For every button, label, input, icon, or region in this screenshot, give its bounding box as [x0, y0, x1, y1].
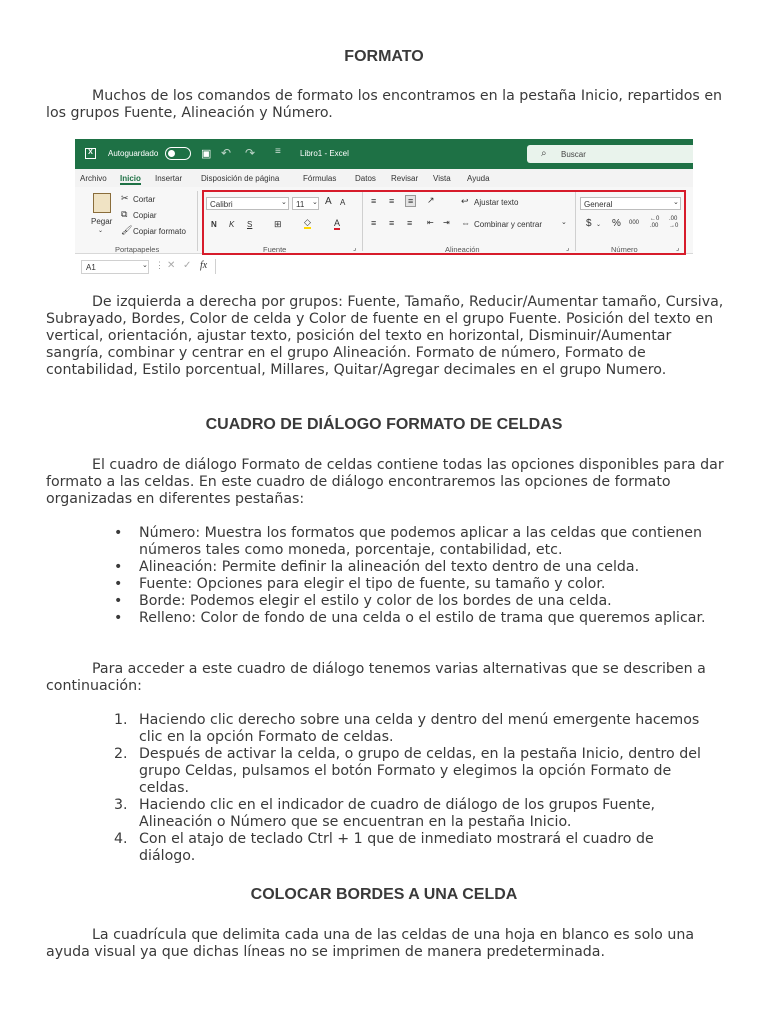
- list-item-text: Haciendo clic en el indicador de cuadro de diálogo de los grupos Fuente, Alineación o Número que se encuentran en la pestaña Inicio.: [139, 797, 656, 830]
- formula-input[interactable]: [215, 259, 693, 274]
- list-item: 4. Con el atajo de teclado Ctrl + 1 que de inmediato mostrará el cuadro de diálogo.: [114, 831, 654, 864]
- paragraph-borders-text: La cuadrícula que delimita cada una de las celdas de una hoja en blanco es solo una ayuda visual ya que dichas líneas no se imprimen de manera predeterminada.: [46, 927, 695, 960]
- wrap-text-label[interactable]: Ajustar texto: [474, 198, 519, 207]
- list-item: • Relleno: Color de fondo de una celda o el estilo de trama que queremos aplicar.: [114, 610, 706, 626]
- fill-color-icon[interactable]: ◇: [304, 217, 311, 227]
- formula-bar: [75, 257, 693, 277]
- search-icon: ⌕: [541, 148, 547, 159]
- increase-decimal-icon[interactable]: ←0 .00: [650, 216, 660, 229]
- number-dialog-launcher-icon[interactable]: ⌟: [676, 245, 680, 252]
- tab-formulas[interactable]: Fórmulas: [303, 174, 337, 183]
- list-item: 2. Después de activar la celda, o grupo de celdas, en la pestaña Inicio, dentro del grupo Celdas, pulsamos el botón Formato y elegimos la opción Formato de celdas.: [114, 746, 701, 796]
- align-middle-icon[interactable]: ≡: [389, 196, 395, 206]
- paste-icon[interactable]: [93, 193, 111, 213]
- tab-inicio[interactable]: Inicio: [120, 174, 141, 183]
- underline-button[interactable]: S: [247, 220, 253, 229]
- list-item-text: Relleno: Color de fondo de una celda o el estilo de trama que queremos aplicar.: [139, 610, 706, 626]
- autosave-toggle[interactable]: [165, 147, 191, 160]
- cut-icon[interactable]: ✂: [121, 193, 129, 203]
- group-label-number: Número: [611, 245, 638, 254]
- paragraph-borders: [46, 927, 726, 961]
- percent-style-button[interactable]: %: [612, 218, 621, 229]
- borders-icon[interactable]: ⊞: [274, 219, 282, 229]
- insert-function-icon[interactable]: fx: [200, 260, 208, 271]
- align-top-icon[interactable]: ≡: [371, 196, 377, 206]
- group-label-clipboard: Portapapeles: [115, 245, 160, 254]
- list-item-text: Después de activar la celda, o grupo de celdas, en la pestaña Inicio, dentro del grupo Celdas, pulsamos el botón Formato y elegimos la opción Formato de celdas.: [139, 746, 701, 796]
- number-format-value: General: [584, 200, 613, 209]
- font-size-value: 11: [296, 200, 305, 209]
- align-center-icon[interactable]: ≡: [389, 218, 395, 228]
- decrease-decimal-icon[interactable]: .00 →0: [669, 216, 679, 229]
- file-title: Libro1 - Excel: [300, 149, 349, 158]
- tab-disposicion[interactable]: Disposición de página: [201, 174, 280, 183]
- paragraph-groups: [46, 294, 726, 379]
- list-item-text: Borde: Podemos elegir el estilo y color de los bordes de una celda.: [139, 593, 612, 609]
- undo-icon[interactable]: ↶: [221, 146, 232, 160]
- search-box[interactable]: [527, 145, 693, 163]
- chevron-down-icon: ⌄: [142, 262, 148, 269]
- autosave-label: Autoguardado: [108, 149, 159, 158]
- bullet-list: [92, 525, 712, 627]
- copy-label[interactable]: Copiar: [133, 211, 157, 220]
- font-name-value: Calibri: [210, 200, 233, 209]
- tab-revisar[interactable]: Revisar: [391, 174, 419, 183]
- comma-style-button[interactable]: 000: [629, 220, 640, 226]
- group-separator: [197, 191, 198, 251]
- accounting-format-button[interactable]: $: [586, 218, 592, 229]
- wrap-text-icon[interactable]: ↩: [461, 196, 469, 206]
- format-painter-icon[interactable]: 🖌: [121, 225, 133, 235]
- save-icon[interactable]: ▣: [201, 148, 212, 160]
- list-item: • Alineación: Permite definir la alineación del texto dentro de una celda.: [114, 559, 640, 575]
- paragraph-intro: [46, 88, 726, 122]
- search-placeholder: Buscar: [561, 150, 586, 159]
- tab-ayuda[interactable]: Ayuda: [467, 174, 490, 183]
- decrease-indent-icon[interactable]: ⇤: [427, 218, 434, 227]
- format-painter-label[interactable]: Copiar formato: [133, 227, 186, 236]
- list-item-text: Alineación: Permite definir la alineación del texto dentro de una celda.: [139, 559, 640, 575]
- list-item: • Fuente: Opciones para elegir el tipo de fuente, su tamaño y color.: [114, 576, 606, 592]
- tab-datos[interactable]: Datos: [355, 174, 376, 183]
- list-item-text: Número: Muestra los formatos que podemos aplicar a las celdas que contienen números tales como moneda, porcentaje, contabilidad, etc.: [139, 525, 702, 558]
- cancel-icon[interactable]: ✕: [167, 260, 176, 271]
- orientation-icon[interactable]: ↗: [427, 195, 435, 205]
- shrink-font-icon[interactable]: A: [340, 198, 346, 207]
- name-box[interactable]: [81, 260, 149, 274]
- paragraph-access: [46, 661, 726, 695]
- heading-formato: FORMATO: [344, 48, 424, 65]
- group-label-font: Fuente: [263, 245, 287, 254]
- font-dialog-launcher-icon[interactable]: ⌟: [353, 245, 357, 252]
- list-item: • Número: Muestra los formatos que podemos aplicar a las celdas que contienen números tales como moneda, porcentaje, contabilidad, etc.: [114, 525, 702, 558]
- cut-label[interactable]: Cortar: [133, 195, 156, 204]
- align-right-icon[interactable]: ≡: [407, 218, 413, 228]
- name-box-value: A1: [86, 263, 96, 272]
- more-icon: ⋮: [155, 260, 164, 270]
- italic-button[interactable]: K: [229, 220, 235, 229]
- list-item-text: Con el atajo de teclado Ctrl + 1 que de inmediato mostrará el cuadro de diálogo.: [139, 831, 654, 864]
- chevron-down-icon[interactable]: ⌄: [561, 219, 567, 226]
- heading-dialog: CUADRO DE DIÁLOGO FORMATO DE CELDAS: [205, 416, 563, 433]
- merge-center-label[interactable]: Combinar y centrar: [474, 220, 543, 229]
- customize-quick-access-icon[interactable]: ≡: [275, 146, 281, 157]
- tab-vista[interactable]: Vista: [433, 174, 451, 183]
- chevron-down-icon: ⌄: [281, 199, 287, 206]
- list-item: 3. Haciendo clic en el indicador de cuadro de diálogo de los grupos Fuente, Alineación o Número que se encuentran en la pestaña Inicio.: [114, 797, 656, 830]
- chevron-down-icon: ⌄: [312, 199, 318, 206]
- merge-center-icon[interactable]: ⇔: [461, 218, 470, 228]
- redo-icon[interactable]: ↷: [245, 146, 256, 160]
- list-item: • Borde: Podemos elegir el estilo y color de los bordes de una celda.: [114, 593, 612, 609]
- paragraph-access-text: Para acceder a este cuadro de diálogo tenemos varias alternativas que se describen a continuación:: [46, 661, 706, 694]
- heading-borders: COLOCAR BORDES A UNA CELDA: [250, 886, 518, 903]
- copy-icon[interactable]: ⧉: [121, 209, 128, 219]
- excel-titlebar: [75, 139, 693, 169]
- paste-dropdown-icon[interactable]: ⌄: [98, 228, 104, 234]
- font-color-icon[interactable]: A: [334, 218, 341, 228]
- increase-indent-icon[interactable]: ⇥: [443, 218, 450, 227]
- paragraph-intro-text: Muchos de los comandos de formato los encontramos en la pestaña Inicio, repartidos en los grupos Fuente, Alineación y Número.: [46, 88, 723, 121]
- chevron-down-icon[interactable]: ⌄: [596, 222, 602, 228]
- group-label-alignment: Alineación: [445, 245, 480, 254]
- grow-font-icon[interactable]: A: [325, 196, 332, 207]
- list-item-text: Fuente: Opciones para elegir el tipo de fuente, su tamaño y color.: [139, 576, 606, 592]
- alignment-dialog-launcher-icon[interactable]: ⌟: [566, 245, 570, 252]
- list-item-text: Haciendo clic derecho sobre una celda y dentro del menú emergente hacemos clic en la opción Formato de celdas.: [139, 712, 700, 745]
- align-bottom-icon[interactable]: ≡: [405, 195, 416, 207]
- excel-logo-icon: X: [85, 148, 96, 159]
- bold-button[interactable]: N: [211, 220, 217, 229]
- align-left-icon[interactable]: ≡: [371, 218, 377, 228]
- highlight-rectangle: [202, 190, 686, 255]
- ribbon-tabs: [75, 169, 693, 187]
- tab-insertar[interactable]: Insertar: [155, 174, 183, 183]
- list-item: 1. Haciendo clic derecho sobre una celda y dentro del menú emergente hacemos clic en la opción Formato de celdas.: [114, 712, 700, 745]
- paste-label[interactable]: Pegar: [91, 217, 113, 226]
- paragraph-dialog-text: El cuadro de diálogo Formato de celdas contiene todas las opciones disponibles para dar formato a las celdas. En este cuadro de diálogo encontraremos las opciones de formato organizadas en diferentes pestañas:: [46, 457, 724, 507]
- paragraph-groups-text: De izquierda a derecha por grupos: Fuente, Tamaño, Reducir/Aumentar tamaño, Cursiva, Subrayado, Bordes, Color de celda y Color de fuente en el grupo Fuente. Posición del texto en vertical, orientación, ajustar texto, posición del texto en horizontal, Disminuir/Aumentar sangría, combinar y centrar en el grupo Alineación. Formato de número, Formato de contabilidad, Estilo porcentual, Millares, Quitar/Agregar decimales en el grupo Numero.: [46, 294, 724, 378]
- chevron-down-icon: ⌄: [673, 199, 679, 206]
- tab-archivo[interactable]: Archivo: [80, 174, 107, 183]
- enter-icon[interactable]: ✓: [183, 260, 192, 271]
- excel-ribbon-screenshot: [75, 139, 693, 277]
- paragraph-dialog: [46, 457, 726, 508]
- numbered-list: [92, 712, 712, 865]
